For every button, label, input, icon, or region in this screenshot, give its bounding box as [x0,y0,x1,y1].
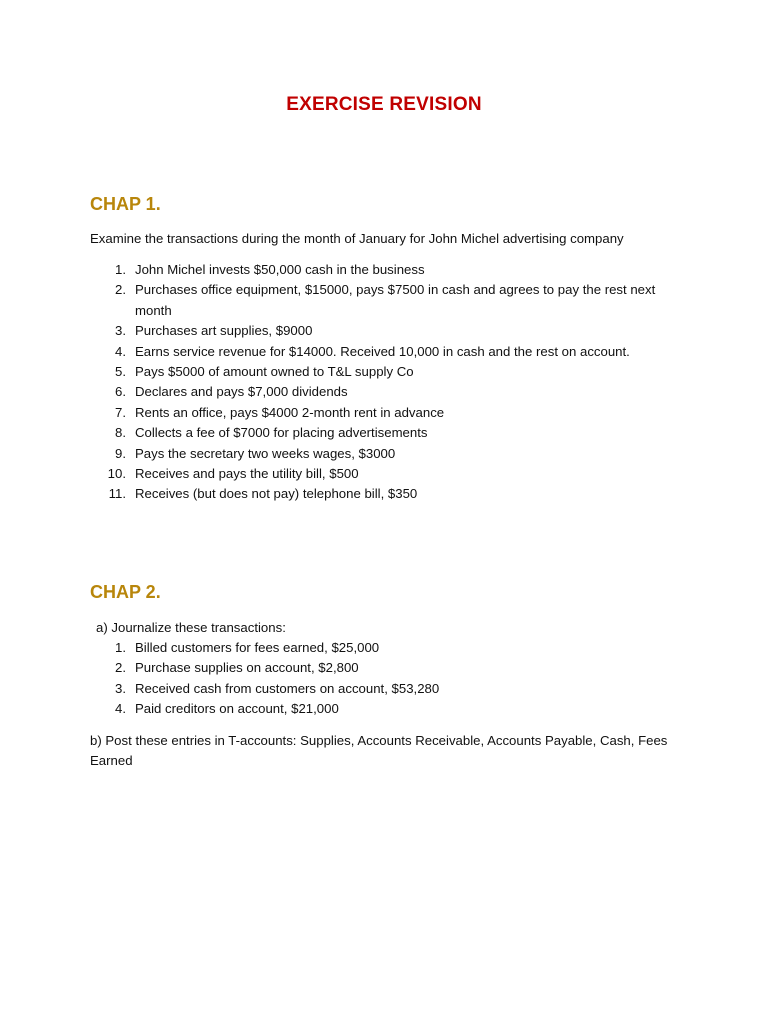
list-item: 5. Pays $5000 of amount owned to T&L supply Co [115,364,414,380]
list-item: 3. Purchases art supplies, $9000 [115,323,313,339]
list-item: 2. Purchase supplies on account, $2,800 [115,660,359,676]
list-item: 7. Rents an office, pays $4000 2-month rent in advance [115,404,445,420]
chap2-transaction-list [90,638,690,720]
list-item: 1. John Michel invests $50,000 cash in the business [115,262,425,277]
list-item: 10. Receives and pays the utility bill, $500 [107,466,359,482]
list-item: 4. Paid creditors on account, $21,000 [115,701,339,717]
chap1-transaction-list [90,260,690,505]
chap2-part-a: a) Journalize these transactions: [96,620,286,635]
list-item: 4. Earns service revenue for $14000. Received 10,000 in cash and the rest on account. [115,343,630,359]
list-item: 9. Pays the secretary two weeks wages, $3000 [115,445,396,461]
chap1-intro: Examine the transactions during the month of January for John Michel advertising company [90,231,624,246]
list-item: 3. Received cash from customers on account, $53,280 [115,680,440,696]
list-item: 11. Receives (but does not pay) telephone bill, $350 [108,486,418,502]
chap2-part-b: b) Post these entries in T-accounts: Supplies, Accounts Receivable, Accounts Payable, Cash, Fees Earned [90,733,668,768]
list-item: 8. Collects a fee of $7000 for placing advertisements [115,425,428,441]
chap2-heading: CHAP 2. [90,582,161,602]
list-item: 1. Billed customers for fees earned, $25,000 [115,640,380,655]
document-title: EXERCISE REVISION [286,94,482,115]
list-item: 2. Purchases office equipment, $15000, pays $7500 in cash and agrees to pay the rest next month [115,282,656,318]
list-item: 6. Declares and pays $7,000 dividends [115,384,348,400]
chap1-heading: CHAP 1. [90,194,161,214]
